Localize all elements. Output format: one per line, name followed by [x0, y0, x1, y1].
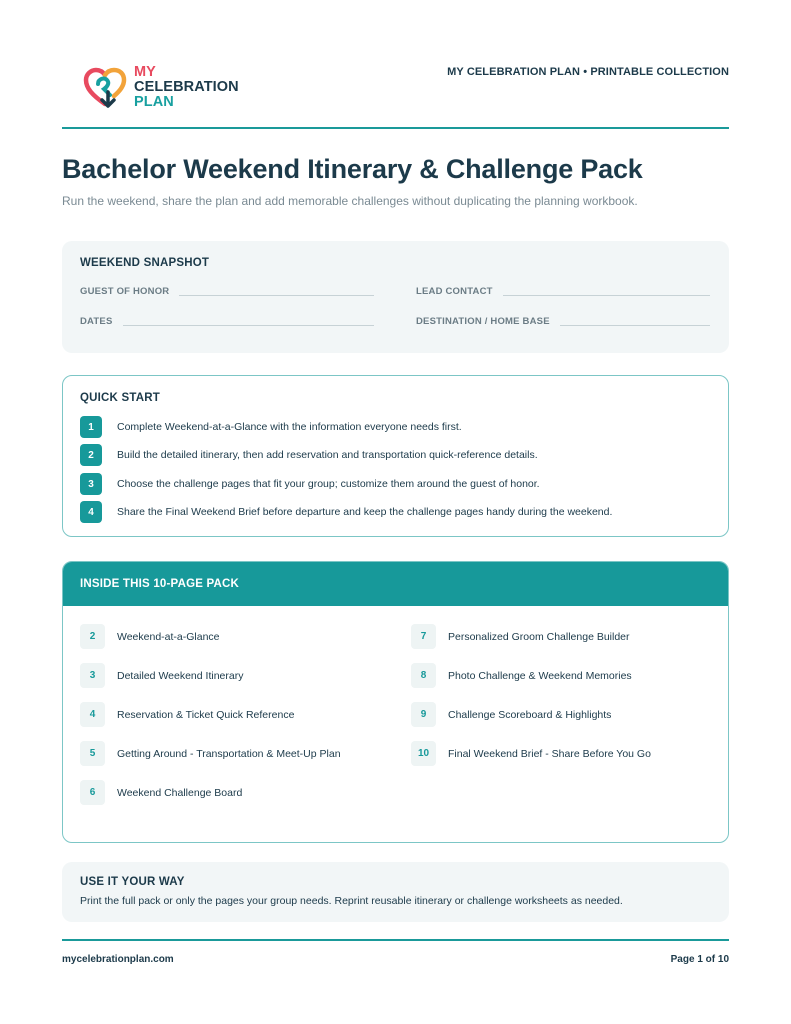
step-number-badge: 1: [80, 416, 102, 438]
contents-item[interactable]: [80, 741, 341, 766]
field-label: GUEST OF HONOR: [80, 286, 170, 297]
use-it-heading: USE IT YOUR WAY: [80, 876, 185, 888]
page-header: [62, 58, 729, 128]
heart-logo-icon: [80, 62, 130, 112]
contents-item-label: Getting Around - Transportation & Meet-Up Plan: [117, 747, 341, 760]
destination-field[interactable]: [416, 316, 710, 327]
quick-start-step: [80, 444, 538, 466]
page-number-badge: 7: [411, 624, 436, 649]
contents-item[interactable]: [411, 624, 630, 649]
quick-start-panel: [62, 375, 729, 537]
brand-wordmark: [134, 65, 239, 110]
contents-item-label: Reservation & Ticket Quick Reference: [117, 708, 295, 721]
contents-item-label: Weekend Challenge Board: [117, 786, 243, 799]
page-number-badge: 3: [80, 663, 105, 688]
weekend-snapshot-panel: [62, 241, 729, 353]
write-in-line: [560, 325, 710, 326]
page-number-badge: 2: [80, 624, 105, 649]
dates-field[interactable]: [80, 316, 374, 327]
page-number-badge: 5: [80, 741, 105, 766]
footer-divider: [62, 939, 729, 941]
step-number-badge: 4: [80, 501, 102, 523]
use-it-your-way-panel: [62, 862, 729, 922]
contents-item-label: Personalized Groom Challenge Builder: [448, 630, 630, 643]
brand-logo: [80, 62, 239, 112]
page-number-badge: 8: [411, 663, 436, 688]
guest-of-honor-field[interactable]: [80, 286, 374, 297]
contents-item[interactable]: [80, 624, 220, 649]
step-text: Choose the challenge pages that fit your group; customize them around the guest of honor.: [117, 478, 540, 490]
lead-contact-field[interactable]: [416, 286, 710, 297]
collection-label: MY CELEBRATION PLAN • PRINTABLE COLLECTION: [447, 66, 729, 78]
pack-contents-panel: [62, 561, 729, 843]
page-number-badge: 4: [80, 702, 105, 727]
contents-item-label: Photo Challenge & Weekend Memories: [448, 669, 632, 682]
contents-item[interactable]: [411, 702, 611, 727]
field-label: LEAD CONTACT: [416, 286, 493, 297]
field-label: DATES: [80, 316, 113, 327]
use-it-text: Print the full pack or only the pages your group needs. Reprint reusable itinerary or challenge worksheets as needed.: [80, 895, 623, 907]
page-title: Bachelor Weekend Itinerary & Challenge Pack: [62, 154, 643, 184]
contents-item-label: Detailed Weekend Itinerary: [117, 669, 244, 682]
footer-page-number: Page 1 of 10: [670, 954, 729, 965]
step-number-badge: 2: [80, 444, 102, 466]
step-text: Share the Final Weekend Brief before departure and keep the challenge pages handy during the weekend.: [117, 506, 613, 518]
contents-item-label: Weekend-at-a-Glance: [117, 630, 220, 643]
logo-line-1: MY: [134, 63, 156, 80]
quick-start-step: [80, 473, 540, 495]
step-text: Build the detailed itinerary, then add reservation and transportation quick-reference details.: [117, 449, 538, 461]
contents-item[interactable]: [411, 663, 632, 688]
contents-item[interactable]: [80, 663, 243, 688]
field-label: DESTINATION / HOME BASE: [416, 316, 550, 327]
quick-start-step: [80, 501, 612, 523]
footer-website[interactable]: mycelebrationplan.com: [62, 954, 174, 965]
quick-start-step: [80, 416, 462, 438]
quick-start-heading: QUICK START: [80, 392, 160, 404]
page-number-badge: 9: [411, 702, 436, 727]
step-text: Complete Weekend-at-a-Glance with the information everyone needs first.: [117, 421, 462, 433]
logo-line-2: CELEBRATION: [134, 78, 239, 95]
pack-contents-header: [63, 562, 728, 606]
page-number-badge: 10: [411, 741, 436, 766]
write-in-line: [179, 295, 374, 296]
header-divider: [62, 127, 729, 129]
page-number-badge: 6: [80, 780, 105, 805]
write-in-line: [503, 295, 710, 296]
contents-item-label: Challenge Scoreboard & Highlights: [448, 708, 612, 721]
snapshot-heading: WEEKEND SNAPSHOT: [80, 257, 210, 269]
page-subtitle: Run the weekend, share the plan and add memorable challenges without duplicating the planning workbook.: [62, 194, 638, 208]
pack-contents-heading: INSIDE THIS 10-PAGE PACK: [80, 578, 240, 590]
logo-line-3: PLAN: [134, 93, 174, 110]
write-in-line: [123, 325, 375, 326]
contents-item[interactable]: [411, 741, 651, 766]
contents-item[interactable]: [80, 702, 294, 727]
contents-item[interactable]: [80, 780, 242, 805]
step-number-badge: 3: [80, 473, 102, 495]
contents-item-label: Final Weekend Brief - Share Before You Go: [448, 747, 651, 760]
